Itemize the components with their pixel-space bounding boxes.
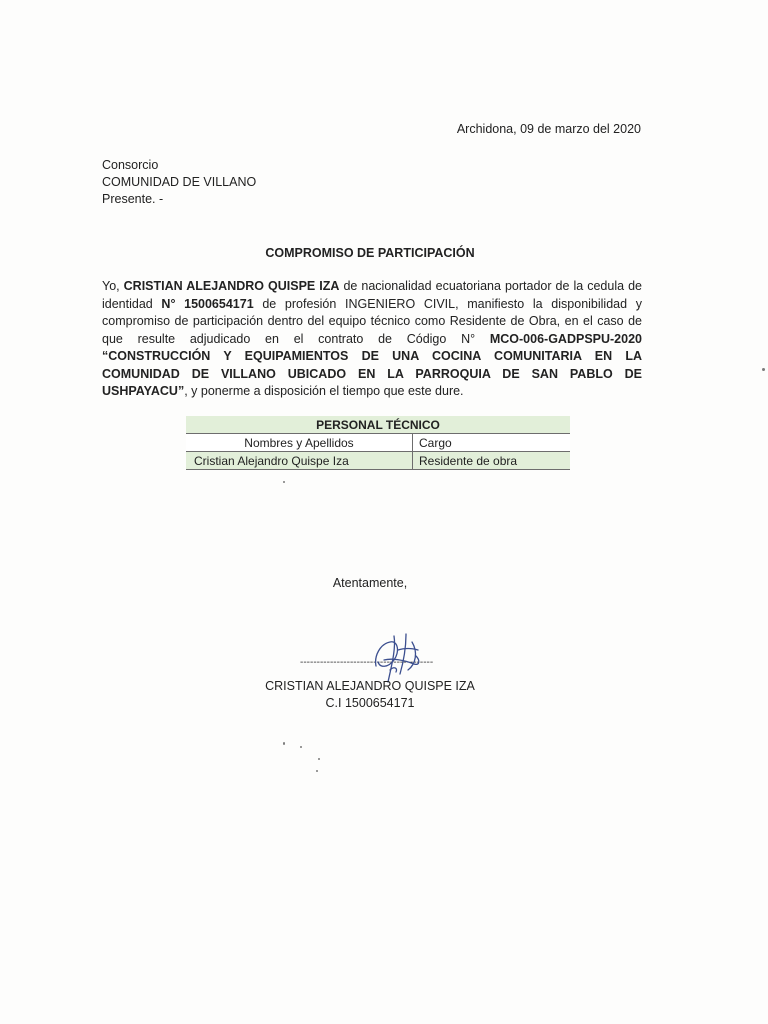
column-header-name: Nombres y Apellidos xyxy=(186,434,413,452)
paper-speck xyxy=(300,746,302,748)
document-title: COMPROMISO DE PARTICIPACIÓN xyxy=(265,246,475,260)
signer-id: C.I 1500654171 xyxy=(325,696,415,710)
body-text-1: Yo, xyxy=(102,279,124,293)
body-text-3: de profesión INGENIERO CIVIL, manifiesto la disponibilidad y compromiso de participación dentro del equipo técnico como Residente de Obra, en el caso de que resulte adjudicado en el contrato de Código N° xyxy=(102,296,642,346)
paper-speck xyxy=(316,770,318,772)
body-bold-id: N° 1500654171 xyxy=(161,296,254,311)
paper-speck xyxy=(283,481,285,483)
addressee-block xyxy=(102,157,256,208)
addressee-line-2: COMUNIDAD DE VILLANO xyxy=(102,175,257,189)
signer-name: CRISTIAN ALEJANDRO QUISPE IZA xyxy=(265,679,475,693)
addressee-line-1: Consorcio xyxy=(102,158,159,172)
body-bold-contract: MCO-006-GADPSPU-2020 “CONSTRUCCIÓN Y EQUIPAMIENTOS DE UNA COCINA COMUNITARIA EN LA COMUNIDAD DE VILLANO UBICADO EN LA PARROQUIA DE SAN PABLO DE USHPAYACU” xyxy=(102,331,642,398)
table-cell-role: Residente de obra xyxy=(413,452,571,470)
table-cell-name: Cristian Alejandro Quispe Iza xyxy=(186,452,413,470)
body-text-4: , y ponerme a disposición el tiempo que este dure. xyxy=(184,384,464,398)
paper-speck xyxy=(283,742,285,745)
body-bold-name: CRISTIAN ALEJANDRO QUISPE IZA xyxy=(123,279,340,293)
body-paragraph xyxy=(102,278,642,401)
table-header-row xyxy=(186,434,570,452)
paper-speck xyxy=(762,368,765,371)
column-header-role: Cargo xyxy=(413,434,571,452)
staff-table xyxy=(186,416,570,470)
paper-speck xyxy=(318,758,320,760)
table-title-row xyxy=(186,416,570,434)
addressee-line-3: Presente. - xyxy=(102,192,164,206)
closing-text: Atentamente, xyxy=(332,576,408,590)
table-row xyxy=(186,452,570,470)
table-title: PERSONAL TÉCNICO xyxy=(186,416,570,434)
signature-line: ---------------------------------------- xyxy=(300,657,434,668)
body-text-2: de nacionalidad ecuatoriana portador de la cedula de identidad xyxy=(102,279,642,311)
date-line: Archidona, 09 de marzo del 2020 xyxy=(456,122,641,136)
